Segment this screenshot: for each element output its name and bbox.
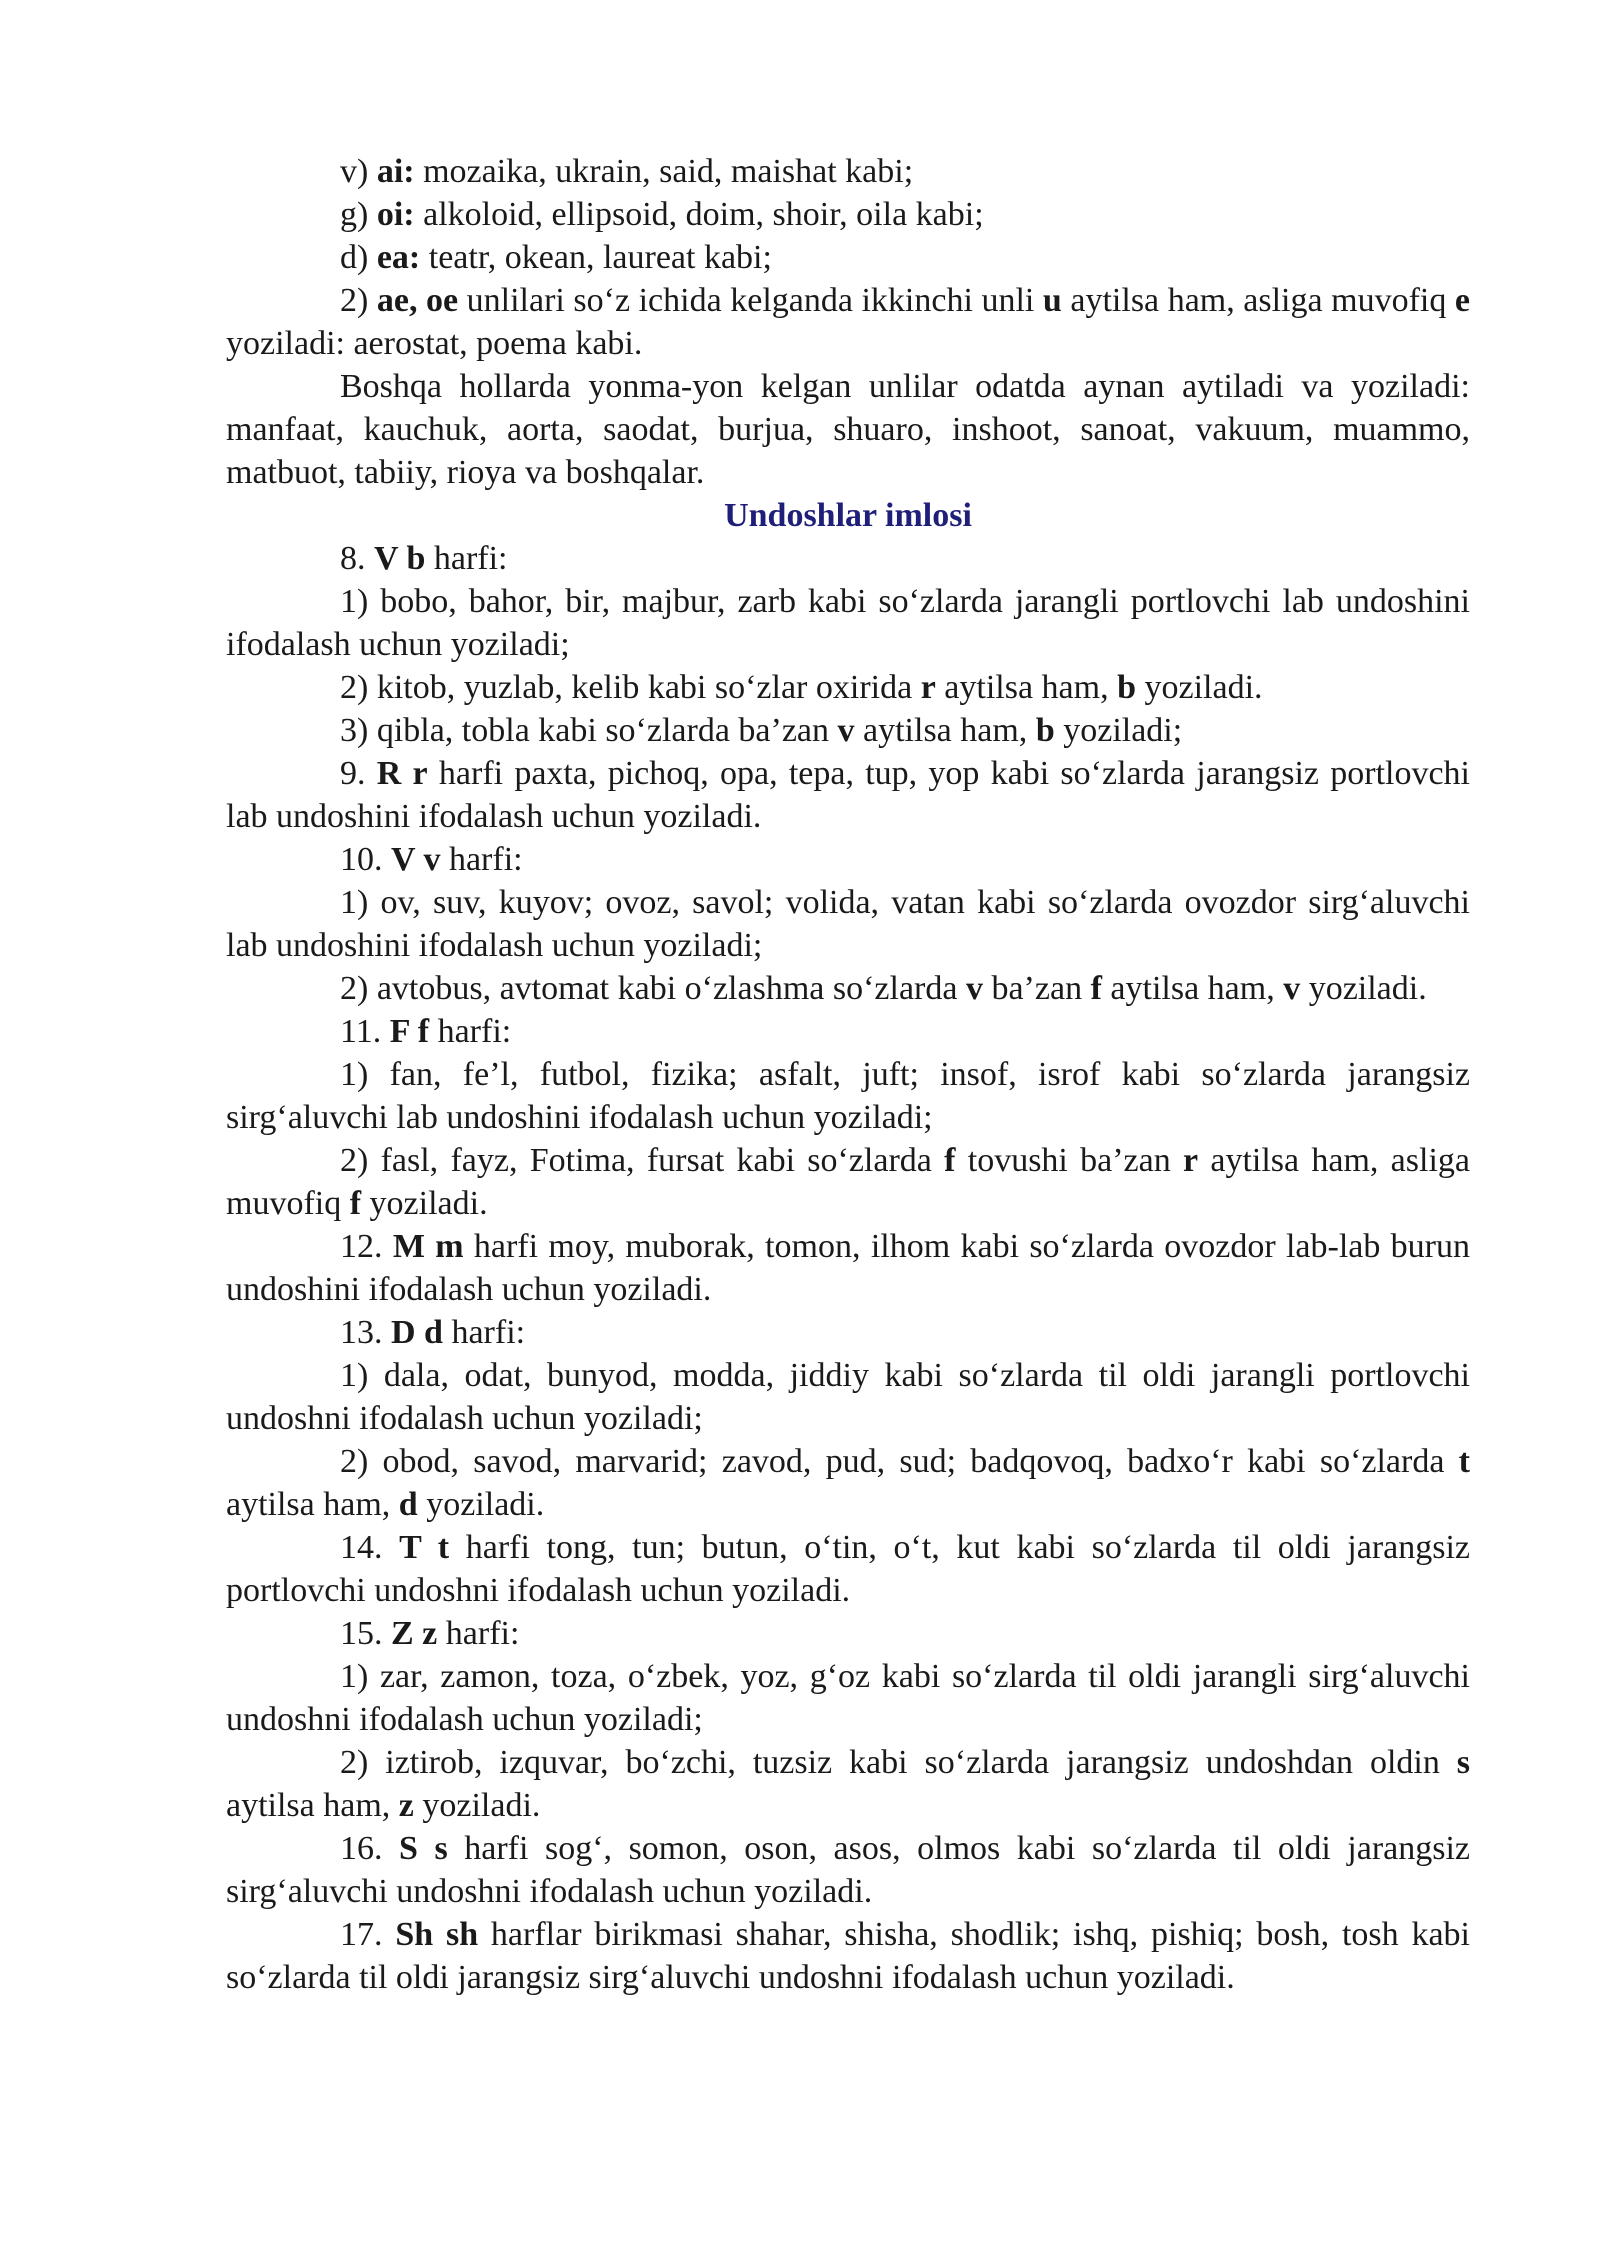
text-run: yoziladi.: [361, 1185, 488, 1222]
paragraph: [226, 666, 1470, 709]
text-run: harfi:: [440, 841, 523, 878]
text-run: 11.: [340, 1013, 390, 1050]
text-run: aytilsa ham,: [1101, 970, 1284, 1007]
paragraph: [226, 1311, 1470, 1354]
paragraph: [226, 1741, 1470, 1827]
text-run: 1) dala, odat, bunyod, modda, jiddiy kabi so‘zlarda til oldi jarangli portlovchi undoshni ifodalash uchun yoziladi;: [226, 1357, 1470, 1437]
bold-term: M m: [392, 1228, 464, 1265]
text-run: 8.: [340, 540, 374, 577]
paragraph: [226, 1354, 1470, 1440]
paragraph: [226, 1440, 1470, 1526]
paragraph: [226, 193, 1470, 236]
bold-term: f: [1090, 970, 1102, 1007]
bold-term: u: [1042, 282, 1062, 319]
bold-term: Z z: [391, 1615, 438, 1652]
bold-term: oi:: [376, 196, 415, 233]
text-run: 1) zar, zamon, toza, o‘zbek, yoz, g‘oz kabi so‘zlarda til oldi jarangli sirg‘aluvchi undoshni ifodalash uchun yoziladi;: [226, 1658, 1470, 1738]
paragraph: [226, 236, 1470, 279]
bold-term: ea:: [376, 239, 421, 276]
text-run: harfi:: [429, 1013, 512, 1050]
bold-term: v: [965, 970, 983, 1007]
bold-term: V v: [391, 841, 441, 878]
text-run: harfi paxta, pichoq, opa, tepa, tup, yop kabi so‘zlarda jarangsiz portlovchi lab undoshini ifodalash uchun yoziladi.: [226, 755, 1470, 835]
text-run: ba’zan: [982, 970, 1091, 1007]
paragraph: [226, 580, 1470, 666]
bold-term: d: [398, 1486, 418, 1523]
paragraph: [226, 1655, 1470, 1741]
bold-term: f: [944, 1142, 956, 1179]
text-run: 2) kitob, yuzlab, kelib kabi so‘zlar oxirida: [340, 669, 921, 706]
paragraph: [226, 365, 1470, 494]
bold-term: f: [349, 1185, 362, 1222]
paragraph: [226, 752, 1470, 838]
text-run: harflar birikmasi shahar, shisha, shodlik; ishq, pishiq; bosh, tosh kabi so‘zlarda til oldi jarangsiz sirg‘aluvchi undoshni ifodalash uchun yoziladi.: [226, 1916, 1470, 1996]
text-run: 12.: [340, 1228, 393, 1265]
text-run: yoziladi.: [1136, 669, 1263, 706]
text-run: yoziladi.: [417, 1486, 545, 1523]
text-run: 2) fasl, fayz, Fotima, fursat kabi so‘zlarda: [340, 1142, 945, 1179]
text-run: 10.: [340, 841, 391, 878]
text-run: 2): [340, 282, 377, 319]
bold-term: v: [837, 712, 855, 749]
text-run: 14.: [340, 1529, 400, 1566]
text-run: yoziladi.: [1300, 970, 1427, 1007]
paragraph: [226, 1526, 1470, 1612]
text-run: d): [340, 239, 377, 276]
bold-term: ae, oe: [376, 282, 459, 319]
text-run: alkoloid, ellipsoid, doim, shoir, oila kabi;: [414, 196, 984, 233]
bold-term: v: [1283, 970, 1301, 1007]
text-run: harfi:: [442, 1314, 526, 1351]
paragraph: [226, 709, 1470, 752]
text-run: harfi:: [425, 540, 508, 577]
text-run: g): [340, 196, 377, 233]
section-heading: Undoshlar imlosi: [724, 497, 972, 534]
bold-term: b: [1117, 669, 1136, 706]
text-run: aytilsa ham, asliga muvofiq: [1061, 282, 1455, 319]
text-run: harfi sog‘, somon, oson, asos, olmos kabi so‘zlarda til oldi jarangsiz sirg‘aluvchi undoshni ifodalash uchun yoziladi.: [226, 1830, 1471, 1910]
paragraph: [226, 1139, 1470, 1225]
bold-term: b: [1035, 712, 1055, 749]
paragraph: [226, 838, 1470, 881]
text-run: 1) bobo, bahor, bir, majbur, zarb kabi so‘zlarda jarangli portlovchi lab undoshini ifodalash uchun yoziladi;: [226, 583, 1470, 663]
paragraph: [226, 279, 1470, 365]
text-run: teatr, okean, laureat kabi;: [420, 239, 772, 276]
bold-term: z: [398, 1787, 414, 1824]
paragraph: [226, 150, 1470, 193]
bold-term: e: [1454, 282, 1470, 319]
bold-term: ai:: [376, 153, 415, 190]
text-run: harfi tong, tun; butun, o‘tin, o‘t, kut kabi so‘zlarda til oldi jarangsiz portlovchi undoshni ifodalash uchun yoziladi.: [226, 1529, 1471, 1609]
paragraph: [226, 1913, 1470, 1999]
bold-term: R r: [376, 755, 428, 792]
bold-term: t: [1458, 1443, 1470, 1480]
paragraph: [226, 1827, 1470, 1913]
document-page: [226, 150, 1470, 1999]
text-run: aytilsa ham, asliga muvofiq: [226, 1142, 1470, 1222]
paragraph: [226, 1612, 1470, 1655]
text-run: 13.: [340, 1314, 391, 1351]
text-run: v): [340, 153, 377, 190]
bold-term: S s: [399, 1830, 448, 1867]
text-run: aytilsa ham,: [226, 1486, 399, 1523]
text-run: 1) ov, suv, kuyov; ovoz, savol; volida, vatan kabi so‘zlarda ovozdor sirg‘aluvchi lab undoshini ifodalash uchun yoziladi;: [226, 884, 1470, 964]
paragraph: [226, 1010, 1470, 1053]
bold-term: V b: [374, 540, 426, 577]
bold-term: T t: [399, 1529, 450, 1566]
text-run: 16.: [340, 1830, 400, 1867]
text-run: 9.: [340, 755, 377, 792]
text-run: 2) iztirob, izquvar, bo‘zchi, tuzsiz kabi so‘zlarda jarangsiz undoshdan oldin: [340, 1744, 1457, 1781]
paragraph: [226, 1053, 1470, 1139]
paragraph: [226, 1225, 1470, 1311]
text-run: tovushi ba’zan: [955, 1142, 1183, 1179]
bold-term: F f: [389, 1013, 430, 1050]
text-run: 1) fan, fe’l, futbol, fizika; asfalt, juft; insof, isrof kabi so‘zlarda jarangsiz sirg‘aluvchi lab undoshini ifodalash uchun yoziladi;: [226, 1056, 1470, 1136]
text-run: Boshqa hollarda yonma-yon kelgan unlilar odatda aynan aytiladi va yoziladi: manfaat, kauchuk, aorta, saodat, burjua, shuaro, inshoot, sanoat, vakuum, muammo, matbuot, tabiiy, rioya va boshqalar.: [226, 368, 1470, 491]
paragraph: [226, 881, 1470, 967]
text-run: aytilsa ham,: [226, 1787, 399, 1824]
text-run: yoziladi: aerostat, poema kabi.: [226, 325, 643, 362]
text-run: mozaika, ukrain, said, maishat kabi;: [414, 153, 914, 190]
bold-term: D d: [391, 1314, 443, 1351]
text-run: 2) avtobus, avtomat kabi o‘zlashma so‘zlarda: [340, 970, 966, 1007]
text-run: unlilari so‘z ichida kelganda ikkinchi unli: [458, 282, 1043, 319]
text-run: 15.: [340, 1615, 391, 1652]
bold-term: r: [920, 669, 936, 706]
bold-term: r: [1183, 1142, 1199, 1179]
text-run: harfi:: [437, 1615, 520, 1652]
text-run: aytilsa ham,: [854, 712, 1036, 749]
text-run: aytilsa ham,: [935, 669, 1118, 706]
text-run: 17.: [340, 1916, 396, 1953]
text-run: 3) qibla, tobla kabi so‘zlarda ba’zan: [340, 712, 838, 749]
bold-term: s: [1456, 1744, 1470, 1781]
paragraph: [226, 967, 1470, 1010]
text-run: yoziladi.: [413, 1787, 541, 1824]
bold-term: Sh sh: [395, 1916, 479, 1953]
text-run: 2) obod, savod, marvarid; zavod, pud, sud; badqovoq, badxo‘r kabi so‘zlarda: [340, 1443, 1459, 1480]
paragraph: [226, 537, 1470, 580]
text-run: harfi moy, muborak, tomon, ilhom kabi so‘zlarda ovozdor lab-lab burun undoshini ifodalash uchun yoziladi.: [226, 1228, 1471, 1308]
text-run: yoziladi;: [1054, 712, 1183, 749]
